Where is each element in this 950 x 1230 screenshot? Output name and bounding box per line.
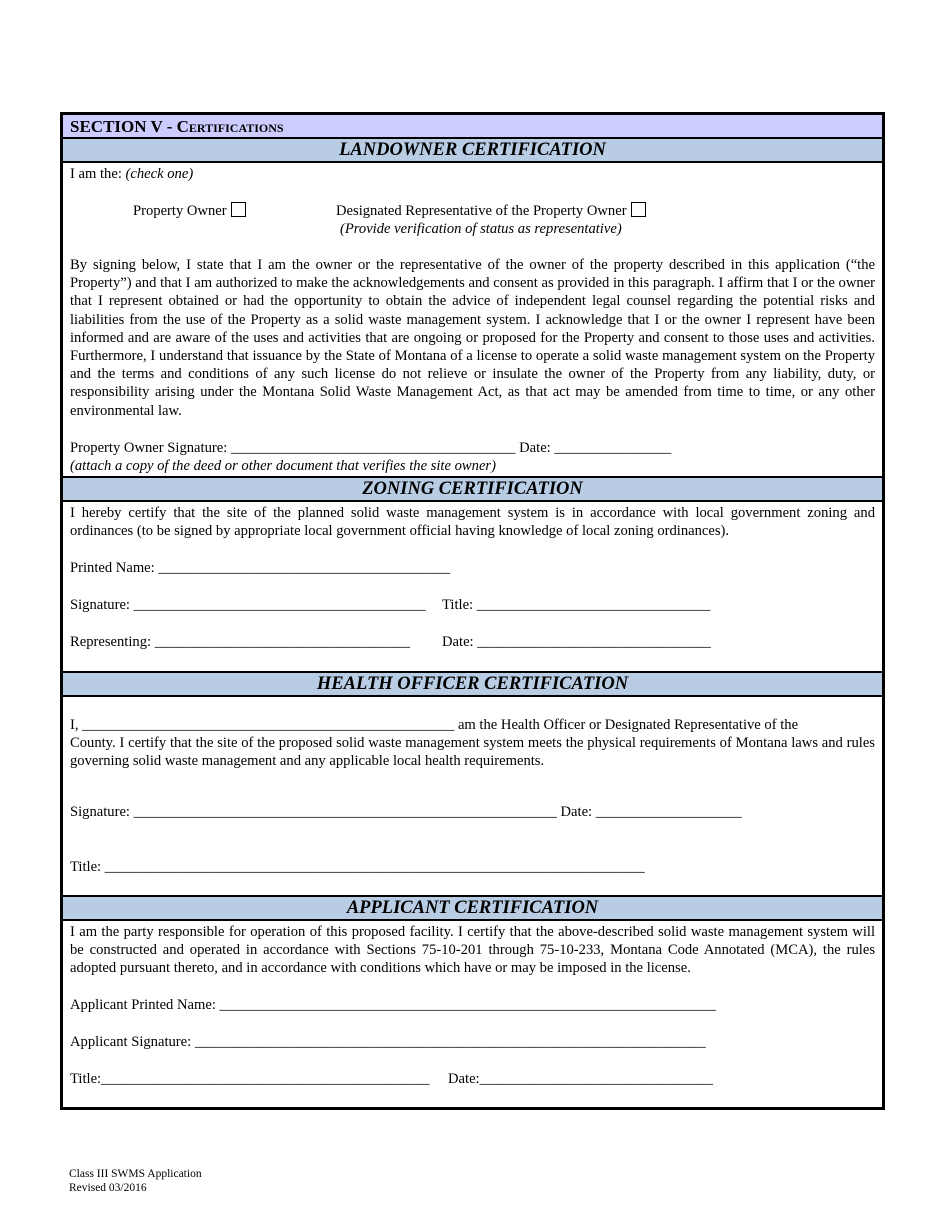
applicant-printed-name-line[interactable]: Applicant Printed Name: ____________________________________________________________________ <box>70 997 716 1014</box>
section-title <box>63 115 882 139</box>
zoning-printed-name-line[interactable]: Printed Name: ________________________________________ <box>70 560 451 577</box>
landowner-paragraph: By signing below, I state that I am the owner or the representative of the owner of the property described in this application (“the Property”) and that I am authorized to make the acknowledgements and consent as provided in this paragraph. I affirm that I or the owner that I represent obtained or had the opportunity to obtain the advice of independent legal counsel regarding the potential risks and liabilities from the use of the Property as a solid waste management system. I acknowledge that I or the owner I represent have been informed and are aware of the uses and activities that are ongoing or proposed for the Property and consent to those uses and activities. Furthermore, I understand that issuance by the State of Montana of a license to operate a solid waste management system on the Property and the terms and conditions of any such license do not relieve or insulate the owner of the Property from any liability, duty, or responsibility arising under the Montana Solid Waste Management Act, as that act may be amended from time to time, or any other environmental law. <box>70 257 875 419</box>
footer-revision: Revised 03/2016 <box>69 1182 147 1194</box>
applicant-signature-line[interactable]: Applicant Signature: ______________________________________________________________________ <box>70 1034 706 1051</box>
owner-options-row <box>70 202 875 220</box>
health-officer-name-line[interactable]: I, ___________________________________________________ am the Health Officer or Designated Representative of the <box>70 717 799 734</box>
i-am-the-label: I am the: <box>70 166 126 182</box>
option-property-owner <box>133 202 246 220</box>
landowner-heading: LANDOWNER CERTIFICATION <box>63 139 882 163</box>
i-am-the-line <box>70 165 875 183</box>
health-officer-signature-line[interactable]: Signature: __________________________________________________________ Date: ____________________ <box>70 803 742 820</box>
zoning-representing-line[interactable]: Representing: ___________________________________ <box>70 634 411 651</box>
health-officer-heading: HEALTH OFFICER CERTIFICATION <box>63 671 882 697</box>
applicant-title-row <box>70 1070 875 1088</box>
applicant-heading: APPLICANT CERTIFICATION <box>63 895 882 921</box>
zoning-heading: ZONING CERTIFICATION <box>63 476 882 502</box>
certifications-form <box>60 112 885 1110</box>
applicant-paragraph: I am the party responsible for operation of this proposed facility. I certify that the above-described solid waste management system will be constructed and operated in accordance with Sections 75-10-201 through 75-10-233, Montana Code Annotated (MCA), the rules adopted pursuant thereto, and in accordance with conditions which have or may be imposed in the license. <box>70 923 875 977</box>
zoning-title-line[interactable]: Title: ________________________________ <box>442 597 711 614</box>
page-footer <box>69 1167 202 1195</box>
check-one-note: (check one) <box>125 166 194 182</box>
deed-note: (attach a copy of the deed or other document that verifies the site owner) <box>70 457 496 474</box>
health-officer-paragraph: County. I certify that the site of the proposed solid waste management system meets the physical requirements of Montana laws and rules governing solid waste management and any applicable local health requirements. <box>70 735 875 770</box>
applicant-section <box>63 921 882 1108</box>
health-officer-section <box>63 697 882 894</box>
zoning-signature-row <box>70 596 875 614</box>
landowner-section <box>63 163 882 476</box>
zoning-date-line[interactable]: Date: ________________________________ <box>442 634 711 651</box>
applicant-date-line[interactable]: Date:________________________________ <box>448 1071 714 1088</box>
option-designated-representative <box>336 202 646 220</box>
rep-verification-note: (Provide verification of status as representative) <box>340 221 622 237</box>
designated-rep-checkbox[interactable] <box>631 202 646 217</box>
footer-form-name: Class III SWMS Application <box>69 1168 202 1180</box>
section-name: Certifications <box>176 117 284 136</box>
applicant-title-line[interactable]: Title:_____________________________________________ <box>70 1071 430 1088</box>
property-owner-signature-line[interactable]: Property Owner Signature: _______________________________________ Date: ________________ <box>70 439 672 456</box>
health-officer-title-line[interactable]: Title: __________________________________________________________________________ <box>70 858 645 875</box>
zoning-section <box>63 502 882 671</box>
zoning-signature-line[interactable]: Signature: ________________________________________ <box>70 597 426 614</box>
zoning-representing-row <box>70 633 875 651</box>
property-owner-checkbox[interactable] <box>231 202 246 217</box>
zoning-paragraph: I hereby certify that the site of the planned solid waste management system is in accordance with local government zoning and ordinances (to be signed by appropriate local government official having knowledge of local zoning ordinances). <box>70 504 875 540</box>
rep-note-row <box>70 220 875 238</box>
designated-rep-label: Designated Representative of the Property Owner <box>336 203 627 219</box>
property-owner-label: Property Owner <box>133 203 227 219</box>
section-prefix: SECTION V - <box>70 117 177 136</box>
